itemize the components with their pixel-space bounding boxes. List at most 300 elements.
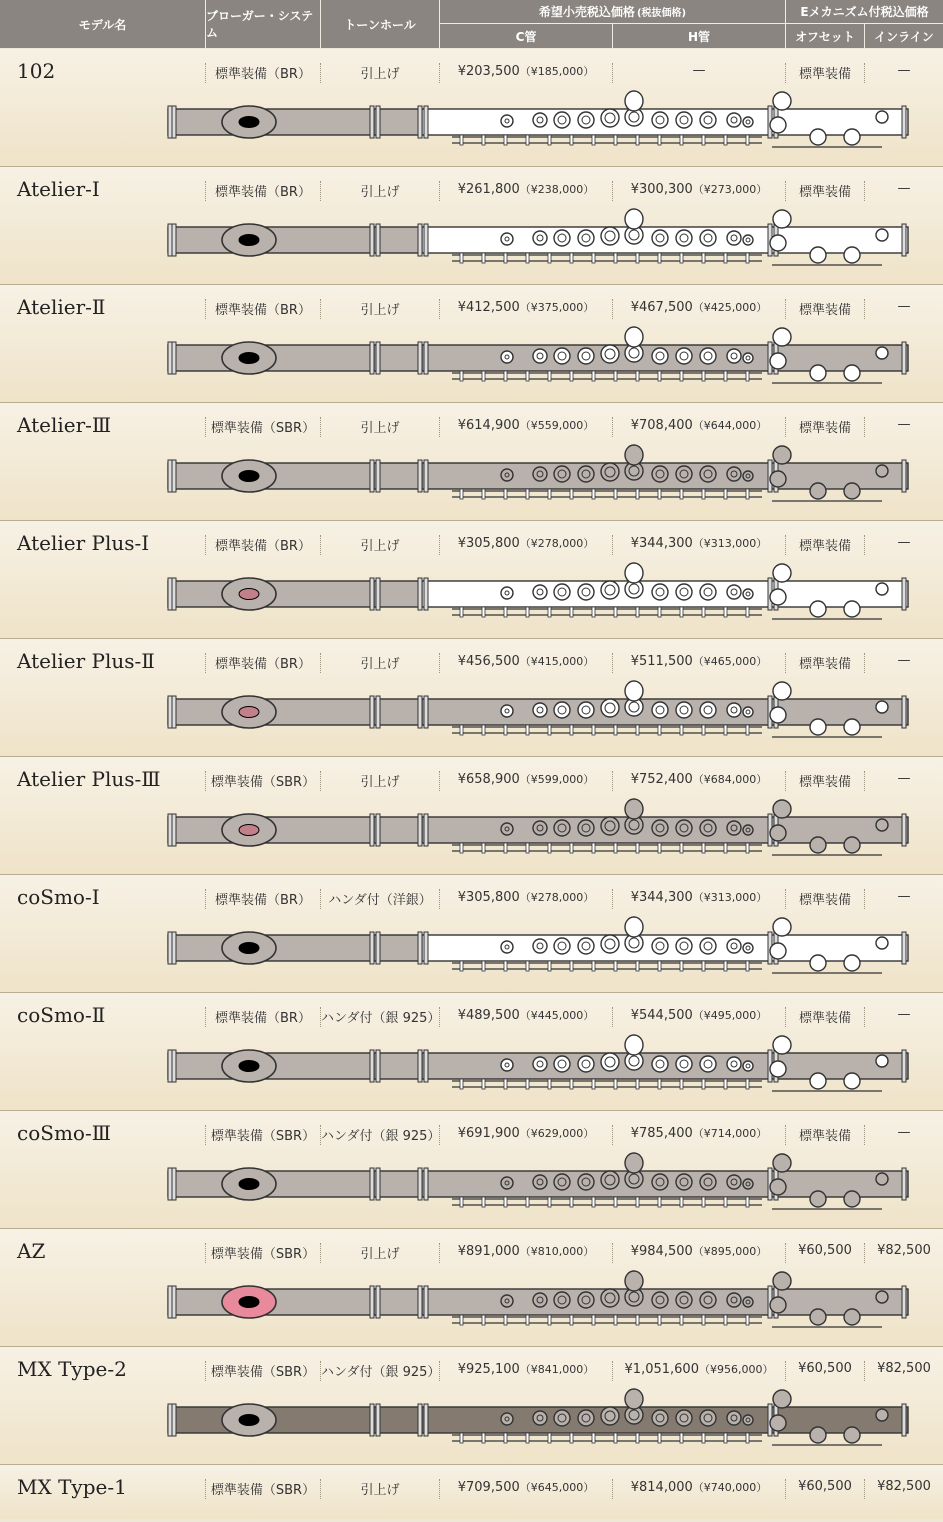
embouchure-hole	[239, 1415, 259, 1426]
foot-key	[876, 583, 888, 595]
header-h-foot: H管	[687, 29, 711, 44]
key-post	[504, 135, 507, 145]
key-post	[592, 489, 595, 499]
price-h-foot-net: （¥956,000）	[698, 1363, 774, 1376]
foot-key	[770, 1061, 786, 1077]
embouchure-hole	[239, 707, 259, 718]
key-post	[570, 1433, 573, 1443]
tube-ring	[172, 106, 176, 138]
trill-key	[625, 1153, 643, 1173]
foot-key	[876, 1055, 888, 1067]
tube-ring	[370, 1168, 374, 1200]
key-post	[614, 843, 617, 853]
key-post	[482, 489, 485, 499]
key-post	[724, 489, 727, 499]
flute-key	[533, 467, 547, 481]
trill-key	[625, 563, 643, 583]
price-h-foot-tax: ¥785,400	[630, 1126, 693, 1141]
tone-hole: ハンダ付（銀 925）	[321, 1365, 441, 1380]
key-post	[504, 961, 507, 971]
embouchure-hole	[239, 353, 259, 364]
tube-ring	[424, 1286, 428, 1318]
trill-key	[625, 917, 643, 937]
price-c-foot-tax: ¥261,800	[457, 182, 520, 197]
price-c-foot-net: （¥278,000）	[519, 537, 595, 550]
embouchure-hole	[239, 235, 259, 246]
flute-key	[727, 703, 741, 717]
price-c-foot-tax: ¥614,900	[457, 418, 520, 433]
key-post	[724, 961, 727, 971]
key-post	[746, 371, 749, 381]
foot-key	[876, 819, 888, 831]
key-post	[636, 1315, 639, 1325]
flute-key	[601, 935, 619, 953]
emech-offset: 標準装備	[798, 421, 851, 436]
tube-ring	[172, 1050, 176, 1082]
foot-key	[770, 707, 786, 723]
key-post	[548, 607, 551, 617]
key-post	[504, 1315, 507, 1325]
key-post	[614, 489, 617, 499]
price-c-foot-net: （¥238,000）	[519, 183, 595, 196]
flute-key	[578, 1056, 594, 1072]
foot-key	[844, 365, 860, 381]
foot-key	[844, 1309, 860, 1325]
model-name: Atelier Plus-Ⅲ	[17, 767, 161, 791]
flute-key	[578, 112, 594, 128]
table-row	[0, 993, 943, 1111]
key-post	[702, 253, 705, 263]
flute-key	[700, 112, 716, 128]
key-post	[482, 253, 485, 263]
table-row	[0, 1111, 943, 1229]
key-post	[460, 1315, 463, 1325]
flute-illustration	[162, 1385, 914, 1459]
foot-key	[773, 1390, 791, 1408]
key-post	[482, 1315, 485, 1325]
key-post	[702, 371, 705, 381]
key-post	[614, 1197, 617, 1207]
table-row	[0, 403, 943, 521]
tone-hole: 引上げ	[360, 1483, 400, 1498]
key-post	[658, 725, 661, 735]
flute-key	[578, 820, 594, 836]
price-h-foot-net: （¥740,000）	[692, 1481, 768, 1494]
flute-key	[727, 467, 741, 481]
key-post	[636, 135, 639, 145]
flute-illustration	[162, 677, 914, 751]
tube-ring	[902, 1404, 906, 1436]
tube-ring	[418, 578, 422, 610]
flute-key	[501, 587, 513, 599]
key-post	[482, 135, 485, 145]
key-post	[680, 1315, 683, 1325]
key-post	[548, 725, 551, 735]
embouchure-hole	[239, 117, 259, 128]
emech-inline: ¥82,500	[877, 1479, 931, 1494]
flute-key	[501, 1295, 513, 1307]
flute-key	[652, 348, 668, 364]
flute-key	[700, 702, 716, 718]
flute-key	[676, 230, 692, 246]
key-post	[548, 1079, 551, 1089]
flute-key	[727, 1293, 741, 1307]
price-c-foot	[440, 771, 612, 787]
key-post	[548, 371, 551, 381]
flute-key	[554, 1174, 570, 1190]
foot-key	[770, 943, 786, 959]
tube-ring	[424, 224, 428, 256]
flute-key	[501, 941, 513, 953]
foot-key	[773, 446, 791, 464]
foot-key	[770, 235, 786, 251]
header-emech-group: Eメカニズム付税込価格	[800, 5, 929, 19]
model-name: Atelier-Ⅰ	[17, 177, 100, 201]
flute-key	[743, 353, 753, 363]
trill-key	[625, 91, 643, 111]
flute-key	[700, 1174, 716, 1190]
tube-ring	[424, 932, 428, 964]
foot-key	[810, 365, 826, 381]
foot-key	[770, 589, 786, 605]
flute-key	[501, 1177, 513, 1189]
emech-inline: ¥82,500	[877, 1361, 931, 1376]
price-h-foot	[613, 771, 785, 787]
emech-offset: 標準装備	[798, 775, 851, 790]
key-post	[570, 1315, 573, 1325]
key-post	[460, 1079, 463, 1089]
key-post	[724, 607, 727, 617]
flute-key	[700, 466, 716, 482]
foot-key	[773, 800, 791, 818]
flute-key	[601, 227, 619, 245]
flute-illustration	[162, 323, 914, 397]
model-name: AZ	[17, 1239, 46, 1263]
head-crown-section	[374, 1053, 422, 1079]
price-c-foot-net: （¥841,000）	[519, 1363, 595, 1376]
price-h-foot-tax: ¥984,500	[630, 1244, 693, 1259]
tube-ring	[902, 932, 906, 964]
price-h-foot-net: （¥313,000）	[692, 891, 768, 904]
emech-offset: ¥60,500	[798, 1479, 852, 1494]
tube-ring	[172, 932, 176, 964]
flute-key	[501, 823, 513, 835]
price-c-foot-tax: ¥658,900	[457, 772, 520, 787]
table-row	[0, 1347, 943, 1465]
flute-key	[743, 117, 753, 127]
key-post	[592, 607, 595, 617]
key-post	[482, 961, 485, 971]
price-c-foot-tax: ¥412,500	[457, 300, 520, 315]
key-post	[460, 961, 463, 971]
embouchure-hole	[239, 471, 259, 482]
price-c-foot-tax: ¥691,900	[457, 1126, 520, 1141]
price-c-foot-net: （¥559,000）	[519, 419, 595, 432]
tone-hole: ハンダ付（銀 925）	[321, 1011, 441, 1026]
flute-key	[578, 466, 594, 482]
emech-offset: 標準装備	[798, 67, 851, 82]
key-post	[680, 1433, 683, 1443]
key-post	[526, 961, 529, 971]
flute-key	[676, 1174, 692, 1190]
price-c-foot-tax: ¥709,500	[457, 1480, 520, 1495]
key-post	[592, 725, 595, 735]
key-post	[702, 1433, 705, 1443]
tube-ring	[172, 1286, 176, 1318]
flute-key	[727, 1411, 741, 1425]
flute-key	[554, 230, 570, 246]
key-post	[702, 725, 705, 735]
embouchure-hole	[239, 825, 259, 836]
flute-key	[533, 821, 547, 835]
flute-key	[501, 1413, 513, 1425]
flute-key	[578, 584, 594, 600]
key-post	[526, 1433, 529, 1443]
header-inline: インライン	[874, 29, 934, 44]
key-post	[614, 607, 617, 617]
key-post	[548, 843, 551, 853]
flute-key	[578, 1410, 594, 1426]
key-post	[460, 135, 463, 145]
key-post	[724, 843, 727, 853]
key-post	[636, 1197, 639, 1207]
key-post	[526, 725, 529, 735]
foot-key	[810, 1073, 826, 1089]
tube-ring	[424, 1050, 428, 1082]
key-post	[592, 961, 595, 971]
key-post	[746, 961, 749, 971]
foot-key	[773, 682, 791, 700]
foot-key	[773, 1272, 791, 1290]
embouchure-hole	[239, 943, 259, 954]
flute-key	[533, 939, 547, 953]
key-post	[658, 1079, 661, 1089]
key-post	[636, 843, 639, 853]
tube-ring	[418, 1404, 422, 1436]
tube-ring	[376, 696, 380, 728]
tone-hole: ハンダ付（洋銀）	[328, 893, 432, 908]
flute-key	[676, 1410, 692, 1426]
flute-key	[652, 230, 668, 246]
flute-key	[501, 1059, 513, 1071]
tube-ring	[172, 696, 176, 728]
tube-ring	[376, 814, 380, 846]
flute-key	[652, 112, 668, 128]
flute-key	[727, 349, 741, 363]
key-post	[526, 1315, 529, 1325]
key-post	[482, 843, 485, 853]
flute-key	[652, 820, 668, 836]
tube-ring	[376, 1286, 380, 1318]
key-post	[482, 1433, 485, 1443]
brogger-system: 標準装備（SBR）	[210, 1247, 316, 1262]
tube-ring	[424, 460, 428, 492]
embouchure-hole	[239, 1179, 259, 1190]
flute-key	[533, 231, 547, 245]
foot-key	[770, 1179, 786, 1195]
key-post	[680, 1197, 683, 1207]
key-post	[570, 725, 573, 735]
tube-ring	[370, 1050, 374, 1082]
price-h-foot	[613, 63, 785, 78]
emech-inline: —	[897, 771, 911, 786]
price-c-foot-net: （¥185,000）	[519, 65, 595, 78]
key-post	[702, 489, 705, 499]
flute-key	[727, 231, 741, 245]
key-post	[526, 843, 529, 853]
flute-key	[554, 112, 570, 128]
foot-key	[810, 837, 826, 853]
header-brogger: ブローガー・システム	[206, 9, 314, 40]
trill-key	[625, 445, 643, 465]
emech-inline: —	[897, 653, 911, 668]
flute-key	[601, 817, 619, 835]
key-post	[658, 253, 661, 263]
tube-ring	[418, 224, 422, 256]
price-h-foot-tax: ¥344,300	[630, 890, 693, 905]
head-crown-section	[374, 227, 422, 253]
flute-key	[727, 821, 741, 835]
key-post	[724, 1315, 727, 1325]
key-post	[724, 1433, 727, 1443]
key-post	[636, 1433, 639, 1443]
flute-key	[676, 348, 692, 364]
price-h-foot-net: （¥714,000）	[692, 1127, 768, 1140]
key-post	[504, 1197, 507, 1207]
table-row	[0, 49, 943, 167]
price-c-foot	[440, 1125, 612, 1141]
tube-ring	[172, 460, 176, 492]
table-row	[0, 875, 943, 993]
foot-key	[810, 1191, 826, 1207]
tube-ring	[172, 1168, 176, 1200]
key-post	[460, 607, 463, 617]
key-post	[658, 135, 661, 145]
price-h-foot-net: （¥684,000）	[692, 773, 768, 786]
flute-key	[578, 348, 594, 364]
foot-key	[810, 719, 826, 735]
key-post	[702, 607, 705, 617]
emech-offset: 標準装備	[798, 657, 851, 672]
header-price-group	[440, 0, 785, 23]
brogger-system: 標準装備（BR）	[215, 1011, 311, 1026]
key-post	[504, 489, 507, 499]
emech-offset: 標準装備	[798, 303, 851, 318]
tube-ring	[168, 1286, 172, 1318]
tube-ring	[376, 106, 380, 138]
embouchure-hole	[239, 1297, 259, 1308]
key-post	[482, 607, 485, 617]
tube-ring	[370, 932, 374, 964]
emech-inline: —	[897, 181, 911, 196]
flute-illustration	[162, 1031, 914, 1105]
flute-key	[676, 1292, 692, 1308]
price-h-foot-tax: ¥467,500	[630, 300, 693, 315]
key-post	[570, 1197, 573, 1207]
flute-key	[533, 349, 547, 363]
key-post	[592, 253, 595, 263]
emech-inline: —	[897, 535, 911, 550]
flute-key	[533, 703, 547, 717]
trill-key	[625, 1035, 643, 1055]
head-crown-section	[374, 1407, 422, 1433]
key-post	[680, 1079, 683, 1089]
tube-ring	[370, 224, 374, 256]
foot-key	[773, 918, 791, 936]
foot-key	[770, 825, 786, 841]
key-post	[570, 961, 573, 971]
embouchure-hole	[239, 589, 259, 600]
tube-ring	[376, 1168, 380, 1200]
flute-key	[601, 699, 619, 717]
foot-key	[844, 1427, 860, 1443]
foot-key	[773, 92, 791, 110]
flute-key	[652, 702, 668, 718]
model-name: coSmo-Ⅰ	[17, 885, 100, 909]
flute-illustration	[162, 559, 914, 633]
flute-illustration	[162, 795, 914, 869]
tube-ring	[424, 1168, 428, 1200]
flute-key	[676, 938, 692, 954]
header-divider	[785, 0, 786, 48]
price-c-foot-net: （¥445,000）	[519, 1009, 595, 1022]
tube-ring	[370, 578, 374, 610]
price-h-foot-tax: —	[692, 63, 706, 78]
trill-key	[625, 799, 643, 819]
flute-key	[676, 1056, 692, 1072]
key-post	[482, 1079, 485, 1089]
tube-ring	[168, 460, 172, 492]
key-post	[636, 253, 639, 263]
emech-offset: 標準装備	[798, 185, 851, 200]
key-post	[504, 253, 507, 263]
key-post	[658, 489, 661, 499]
flute-key	[700, 348, 716, 364]
key-post	[702, 1197, 705, 1207]
key-post	[504, 607, 507, 617]
key-post	[526, 135, 529, 145]
price-h-foot-net: （¥495,000）	[692, 1009, 768, 1022]
price-h-foot	[613, 1361, 785, 1377]
foot-key	[876, 1291, 888, 1303]
key-post	[658, 607, 661, 617]
tube-ring	[424, 578, 428, 610]
table-row	[0, 639, 943, 757]
tube-ring	[172, 224, 176, 256]
header-c-foot: C管	[515, 29, 537, 44]
price-c-foot-tax: ¥925,100	[457, 1362, 520, 1377]
tube-ring	[418, 932, 422, 964]
head-crown-section	[374, 463, 422, 489]
tube-ring	[418, 460, 422, 492]
price-h-foot-net: （¥895,000）	[692, 1245, 768, 1258]
head-crown-section	[374, 1289, 422, 1315]
foot-key	[810, 247, 826, 263]
key-post	[702, 135, 705, 145]
foot-key	[810, 601, 826, 617]
tube-ring	[424, 814, 428, 846]
key-post	[658, 961, 661, 971]
flute-key	[652, 466, 668, 482]
table-row	[0, 1465, 943, 1519]
key-post	[482, 1197, 485, 1207]
tube-ring	[168, 696, 172, 728]
flute-key	[652, 1410, 668, 1426]
flute-key	[652, 938, 668, 954]
key-post	[680, 843, 683, 853]
tube-ring	[370, 106, 374, 138]
price-h-foot-net: （¥313,000）	[692, 537, 768, 550]
